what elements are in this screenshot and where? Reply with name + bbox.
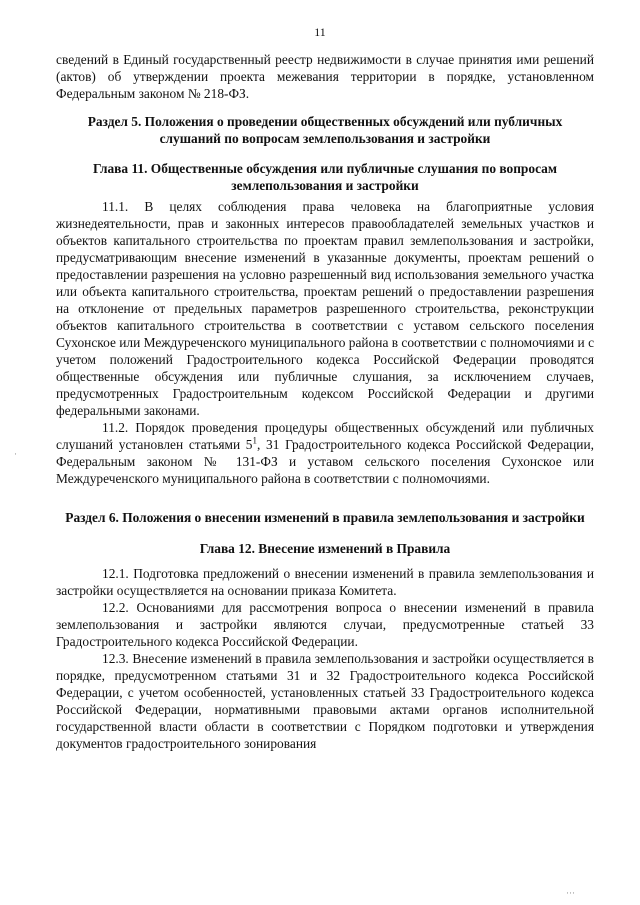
- paragraph-11-2-start: 11.2. Порядок проведения процедуры общественных обсуждений или публичных слушаний установлен статьями 5: [56, 420, 594, 452]
- page-content: [56, 51, 594, 752]
- chapter-11-heading: Глава 11. Общественные обсуждения или публичные слушания по вопросам землепользования и застройки: [92, 161, 558, 193]
- chapter-12-heading: Глава 12. Внесение изменений в Правила: [199, 541, 451, 556]
- paragraph-12-2: 12.2. Основаниями для рассмотрения вопроса о внесении изменений в правила землепользования и застройки являются случаи, предусмотренные статьей 33 Градостроительного кодекса Российской Федерации.: [56, 600, 594, 649]
- paragraph-11-2: [56, 419, 594, 487]
- page-number: 11: [314, 25, 326, 39]
- section-6-heading: Раздел 6. Положения о внесении изменений в правила землепользования и застройки: [65, 510, 585, 525]
- section-5-heading: Раздел 5. Положения о проведении общественных обсуждений или публичных слушаний по вопросам землепользования и застройки: [87, 114, 563, 146]
- paragraph-12-3: 12.3. Внесение изменений в правила землепользования и застройки осуществляется в порядке, предусмотренном статьями 31 и 32 Градостроительного кодекса Российской Федерации, с учетом особенностей, установленных статьей 33 Градостроительного кодекса Российской Федерации, нормативными правовыми актами органов исполнительной государственной власти области в соответствии с Порядком подготовки и утверждения документов градостроительного зонирования: [56, 651, 594, 751]
- paragraph-12-1: 12.1. Подготовка предложений о внесении изменений в правила землепользования и застройки осуществляется на основании приказа Комитета.: [56, 566, 594, 598]
- scan-mark-left: ·: [14, 449, 17, 459]
- paragraph-11-1: 11.1. В целях соблюдения права человека на благоприятные условия жизнедеятельности, прав и законных интересов правообладателей земельных участков и объектов капитального строительства по проектам правил землепользования и застройки, предусматривающим внесение изменений в указанные документы, проектам решений о предоставлении разрешения на условно разрешенный вид использования земельного участка или объекта капитального строительства, проектам решений о предоставлении разрешения на отклонение от предельных параметров разрешенного строительства, реконструкции объектов капитального строительства в соответствии с уставом сельского поселения Сухонское или Междуреченского муниципального района в соответствии с полномочиями и с учетом положений Градостроительного кодекса Российской Федерации проводятся общественные обсуждения или публичные слушания, за исключением случаев, предусмотренных Градостроительным кодексом Российской Федерации и другими федеральными законами.: [56, 199, 595, 418]
- paragraph-11-2-end: , 31 Градостроительного кодекса Российской Федерации, Федеральным законом № 131-ФЗ и уставом сельского поселения Сухонское или Междуреченского муниципального района в соответствии с полномочиями.: [56, 437, 594, 486]
- scan-mark-bottom: ···: [566, 888, 575, 898]
- intro-paragraph: сведений в Единый государственный реестр недвижимости в случае принятия ими решений (актов) об утверждении проекта межевания территории в порядке, установленном Федеральным законом № 218-ФЗ.: [56, 52, 594, 101]
- superscript: 1: [252, 435, 257, 446]
